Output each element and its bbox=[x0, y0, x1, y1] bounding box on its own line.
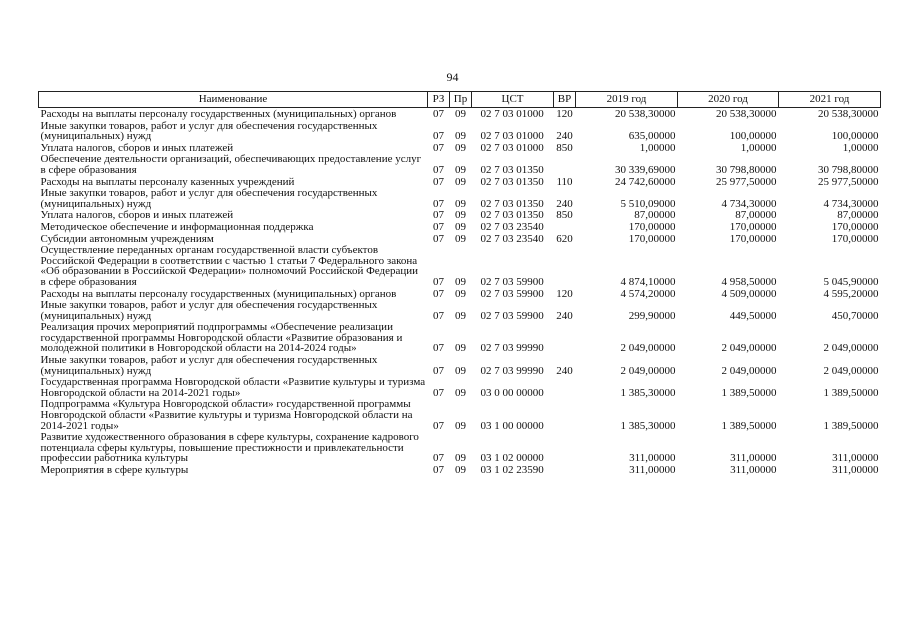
cell-name: Уплата налогов, сборов и иных платежей bbox=[40, 209, 234, 222]
cell-rz: 07 bbox=[433, 452, 444, 465]
cell-rz: 07 bbox=[433, 464, 444, 476]
cell-2021: 1 389,50000 bbox=[823, 419, 879, 432]
cell-vr: 240 bbox=[556, 197, 573, 210]
cell-name: Иные закупки товаров, работ и услуг для обеспечения государственных (муниципальных) нужд bbox=[40, 299, 378, 322]
cell-2020: 170,00000 bbox=[729, 220, 777, 233]
cell-2021: 25 977,50000 bbox=[818, 175, 879, 188]
table-row bbox=[39, 431, 881, 464]
cell-vr: 110 bbox=[556, 175, 573, 188]
cell-cst: 03 1 00 00000 bbox=[480, 419, 544, 432]
cell-2020: 20 538,30000 bbox=[716, 108, 777, 120]
header-2020: 2020 год bbox=[678, 92, 779, 108]
cell-2019: 299,90000 bbox=[628, 309, 676, 322]
cell-vr: 240 bbox=[556, 130, 573, 143]
cell-2019: 1 385,30000 bbox=[620, 386, 676, 399]
cell-2020: 1 389,50000 bbox=[721, 386, 777, 399]
cell-name: Государственная программа Новгородской области «Развитие культуры и туризма Новгородской области на 2014-2021 годы» bbox=[40, 376, 426, 399]
cell-2020: 87,00000 bbox=[735, 209, 777, 222]
cell-name: Иные закупки товаров, работ и услуг для обеспечения государственных (муниципальных) нужд bbox=[40, 187, 378, 210]
header-name: Наименование bbox=[39, 92, 428, 108]
table-row bbox=[39, 299, 881, 321]
cell-pr: 09 bbox=[455, 309, 466, 322]
cell-cst: 02 7 03 01350 bbox=[480, 209, 544, 222]
cell-vr: 620 bbox=[556, 232, 573, 245]
cell-2019: 2 049,00000 bbox=[620, 364, 676, 377]
cell-pr: 09 bbox=[455, 209, 466, 222]
cell-2020: 170,00000 bbox=[729, 232, 777, 245]
header-rz: РЗ bbox=[428, 92, 450, 108]
cell-2020: 311,00000 bbox=[730, 464, 777, 476]
cell-pr: 09 bbox=[455, 163, 466, 176]
cell-name: Развитие художественного образования в сфере культуры, сохранение кадрового потенциала сферы культуры, повышение престижности и привлекательности профессии работника культуры bbox=[40, 431, 419, 465]
cell-pr: 09 bbox=[455, 275, 466, 288]
cell-pr: 09 bbox=[455, 452, 466, 465]
cell-2020: 1 389,50000 bbox=[721, 419, 777, 432]
cell-name: Подпрограмма «Культура Новгородской области» государственной программы Новгородской области «Развитие культуры и туризма Новгородской области на 2014-2021 годы» bbox=[40, 398, 413, 432]
cell-2019: 1,00000 bbox=[639, 141, 676, 154]
cell-2019: 311,00000 bbox=[629, 464, 676, 476]
cell-2021: 2 049,00000 bbox=[823, 364, 879, 377]
cell-2020: 1,00000 bbox=[740, 141, 777, 154]
table-row bbox=[39, 221, 881, 233]
cell-2021: 100,00000 bbox=[831, 130, 879, 143]
cell-2020: 4 958,50000 bbox=[721, 275, 777, 288]
cell-2020: 25 977,50000 bbox=[716, 175, 777, 188]
cell-rz: 07 bbox=[433, 232, 444, 245]
cell-vr bbox=[554, 153, 576, 175]
page-number: 94 bbox=[446, 70, 459, 84]
cell-name: Субсидии автономным учреждениям bbox=[40, 232, 214, 245]
cell-cst: 02 7 03 99990 bbox=[480, 364, 544, 377]
cell-rz: 07 bbox=[433, 342, 444, 355]
cell-rz: 07 bbox=[433, 130, 444, 143]
cell-rz: 07 bbox=[433, 364, 444, 377]
table-row bbox=[39, 233, 881, 245]
cell-pr: 09 bbox=[455, 108, 466, 120]
table-row bbox=[39, 376, 881, 398]
cell-2021: 4 734,30000 bbox=[823, 197, 879, 210]
cell-2021: 1 389,50000 bbox=[823, 386, 879, 399]
cell-2019: 311,00000 bbox=[629, 452, 676, 465]
table-row bbox=[39, 176, 881, 188]
cell-cst: 02 7 03 23540 bbox=[480, 232, 544, 245]
cell-pr: 09 bbox=[455, 130, 466, 143]
cell-2020: 2 049,00000 bbox=[721, 342, 777, 355]
cell-name: Методическое обеспечение и информационная поддержка bbox=[40, 220, 314, 233]
cell-2020: 30 798,80000 bbox=[716, 163, 777, 176]
cell-pr: 09 bbox=[455, 342, 466, 355]
cell-rz: 07 bbox=[433, 287, 444, 300]
cell-cst: 02 7 03 01350 bbox=[480, 175, 544, 188]
header-2021: 2021 год bbox=[779, 92, 881, 108]
cell-name: Мероприятия в сфере культуры bbox=[40, 464, 189, 476]
cell-2019: 4 874,10000 bbox=[620, 275, 676, 288]
cell-2019: 5 510,09000 bbox=[620, 197, 676, 210]
cell-vr: 240 bbox=[556, 309, 573, 322]
cell-2021: 87,00000 bbox=[837, 209, 879, 222]
cell-2020: 311,00000 bbox=[730, 452, 777, 465]
cell-vr bbox=[554, 221, 576, 233]
cell-2020: 2 049,00000 bbox=[721, 364, 777, 377]
cell-rz: 07 bbox=[433, 163, 444, 176]
cell-rz: 07 bbox=[433, 419, 444, 432]
table-row bbox=[39, 142, 881, 154]
cell-rz: 07 bbox=[433, 309, 444, 322]
cell-name: Реализация прочих мероприятий подпрограммы «Обеспечение реализации государственной программы Новгородской области «Развитие образования и молодежной политики в Новгородской области на 2014-2024 годы» bbox=[40, 321, 403, 355]
cell-name: Иные закупки товаров, работ и услуг для обеспечения государственных (муниципальных) нужд bbox=[40, 119, 378, 143]
cell-2021: 1,00000 bbox=[842, 141, 879, 154]
cell-vr: 120 bbox=[556, 287, 573, 300]
cell-cst: 02 7 03 01000 bbox=[480, 141, 544, 154]
cell-pr: 09 bbox=[455, 197, 466, 210]
cell-2019: 20 538,30000 bbox=[615, 108, 676, 120]
header-cst: ЦСТ bbox=[472, 92, 554, 108]
cell-vr: 120 bbox=[556, 108, 573, 120]
cell-cst: 02 7 03 59900 bbox=[480, 309, 544, 322]
cell-2019: 1 385,30000 bbox=[620, 419, 676, 432]
cell-vr: 850 bbox=[556, 209, 573, 222]
cell-pr: 09 bbox=[455, 141, 466, 154]
header-vr: ВР bbox=[554, 92, 576, 108]
cell-2019: 4 574,20000 bbox=[620, 287, 676, 300]
cell-2019: 87,00000 bbox=[634, 209, 676, 222]
header-pr: Пр bbox=[450, 92, 472, 108]
table-row bbox=[39, 153, 881, 175]
cell-pr: 09 bbox=[455, 287, 466, 300]
cell-vr bbox=[554, 321, 576, 354]
cell-name: Расходы на выплаты персоналу государственных (муниципальных) органов bbox=[40, 108, 397, 120]
cell-2020: 4 734,30000 bbox=[721, 197, 777, 210]
cell-vr bbox=[554, 244, 576, 287]
cell-2019: 170,00000 bbox=[628, 232, 676, 245]
table-row bbox=[39, 321, 881, 354]
cell-rz: 07 bbox=[433, 141, 444, 154]
cell-2019: 24 742,60000 bbox=[615, 175, 676, 188]
cell-pr: 09 bbox=[455, 364, 466, 377]
cell-pr: 09 bbox=[455, 386, 466, 399]
table-body bbox=[39, 108, 881, 476]
cell-vr bbox=[554, 376, 576, 398]
cell-cst: 02 7 03 59900 bbox=[480, 287, 544, 300]
cell-2019: 2 049,00000 bbox=[620, 342, 676, 355]
cell-rz: 07 bbox=[433, 220, 444, 233]
cell-name: Расходы на выплаты персоналу казенных учреждений bbox=[40, 175, 295, 188]
table-row bbox=[39, 209, 881, 221]
cell-vr bbox=[554, 464, 576, 476]
cell-2021: 311,00000 bbox=[832, 464, 879, 476]
cell-vr: 240 bbox=[556, 364, 573, 377]
cell-2019: 30 339,69000 bbox=[615, 163, 676, 176]
table-row bbox=[39, 398, 881, 431]
cell-pr: 09 bbox=[455, 175, 466, 188]
cell-2021: 5 045,90000 bbox=[823, 275, 879, 288]
cell-cst: 02 7 03 01350 bbox=[480, 163, 544, 176]
cell-cst: 02 7 03 59900 bbox=[480, 275, 544, 288]
cell-vr bbox=[554, 431, 576, 464]
table-header bbox=[39, 92, 881, 108]
cell-rz: 07 bbox=[433, 197, 444, 210]
cell-cst: 02 7 03 99990 bbox=[480, 342, 544, 355]
cell-2021: 20 538,30000 bbox=[818, 108, 879, 120]
cell-name: Иные закупки товаров, работ и услуг для обеспечения государственных (муниципальных) нужд bbox=[40, 354, 378, 377]
budget-table bbox=[38, 91, 881, 476]
cell-2019: 635,00000 bbox=[628, 130, 676, 143]
table-row bbox=[39, 244, 881, 287]
table-row bbox=[39, 108, 881, 120]
cell-2021: 170,00000 bbox=[831, 232, 879, 245]
cell-cst: 02 7 03 01350 bbox=[480, 197, 544, 210]
cell-cst: 03 1 02 00000 bbox=[480, 452, 544, 465]
cell-pr: 09 bbox=[455, 220, 466, 233]
header-2019: 2019 год bbox=[576, 92, 678, 108]
cell-cst: 02 7 03 01000 bbox=[480, 108, 544, 120]
cell-pr: 09 bbox=[455, 464, 466, 476]
cell-rz: 07 bbox=[433, 175, 444, 188]
cell-name: Расходы на выплаты персоналу государственных (муниципальных) органов bbox=[40, 287, 397, 300]
header-row bbox=[39, 92, 881, 108]
cell-cst: 02 7 03 23540 bbox=[480, 220, 544, 233]
table-row bbox=[39, 288, 881, 300]
cell-2019: 170,00000 bbox=[628, 220, 676, 233]
cell-2021: 311,00000 bbox=[832, 452, 879, 465]
cell-pr: 09 bbox=[455, 419, 466, 432]
table-row bbox=[39, 354, 881, 376]
cell-vr bbox=[554, 398, 576, 431]
table-row bbox=[39, 120, 881, 142]
cell-cst: 03 1 02 23590 bbox=[480, 464, 544, 476]
cell-rz: 07 bbox=[433, 386, 444, 399]
cell-2020: 4 509,00000 bbox=[721, 287, 777, 300]
cell-rz: 07 bbox=[433, 209, 444, 222]
cell-cst: 03 0 00 00000 bbox=[480, 386, 544, 399]
cell-vr: 850 bbox=[556, 141, 573, 154]
cell-2021: 30 798,80000 bbox=[818, 163, 879, 176]
cell-2020: 449,50000 bbox=[729, 309, 777, 322]
table-row bbox=[39, 187, 881, 209]
cell-rz: 07 bbox=[433, 108, 444, 120]
cell-2021: 170,00000 bbox=[831, 220, 879, 233]
cell-name: Осуществление переданных органам государственной власти субъектов Российской Федерации в соответствии с частью 1 статьи 7 Федерального закона «Об образовании в Российской Федерации» полномочий Российской Федерации в сфере образования bbox=[40, 244, 419, 288]
table-row bbox=[39, 464, 881, 476]
cell-rz: 07 bbox=[433, 275, 444, 288]
cell-2021: 2 049,00000 bbox=[823, 342, 879, 355]
cell-name: Уплата налогов, сборов и иных платежей bbox=[40, 141, 234, 154]
cell-2021: 450,70000 bbox=[831, 309, 879, 322]
cell-2020: 100,00000 bbox=[729, 130, 777, 143]
cell-name: Обеспечение деятельности организаций, обеспечивающих предоставление услуг в сфере образования bbox=[40, 153, 422, 176]
cell-cst: 02 7 03 01000 bbox=[480, 130, 544, 143]
cell-pr: 09 bbox=[455, 232, 466, 245]
cell-2021: 4 595,20000 bbox=[823, 287, 879, 300]
